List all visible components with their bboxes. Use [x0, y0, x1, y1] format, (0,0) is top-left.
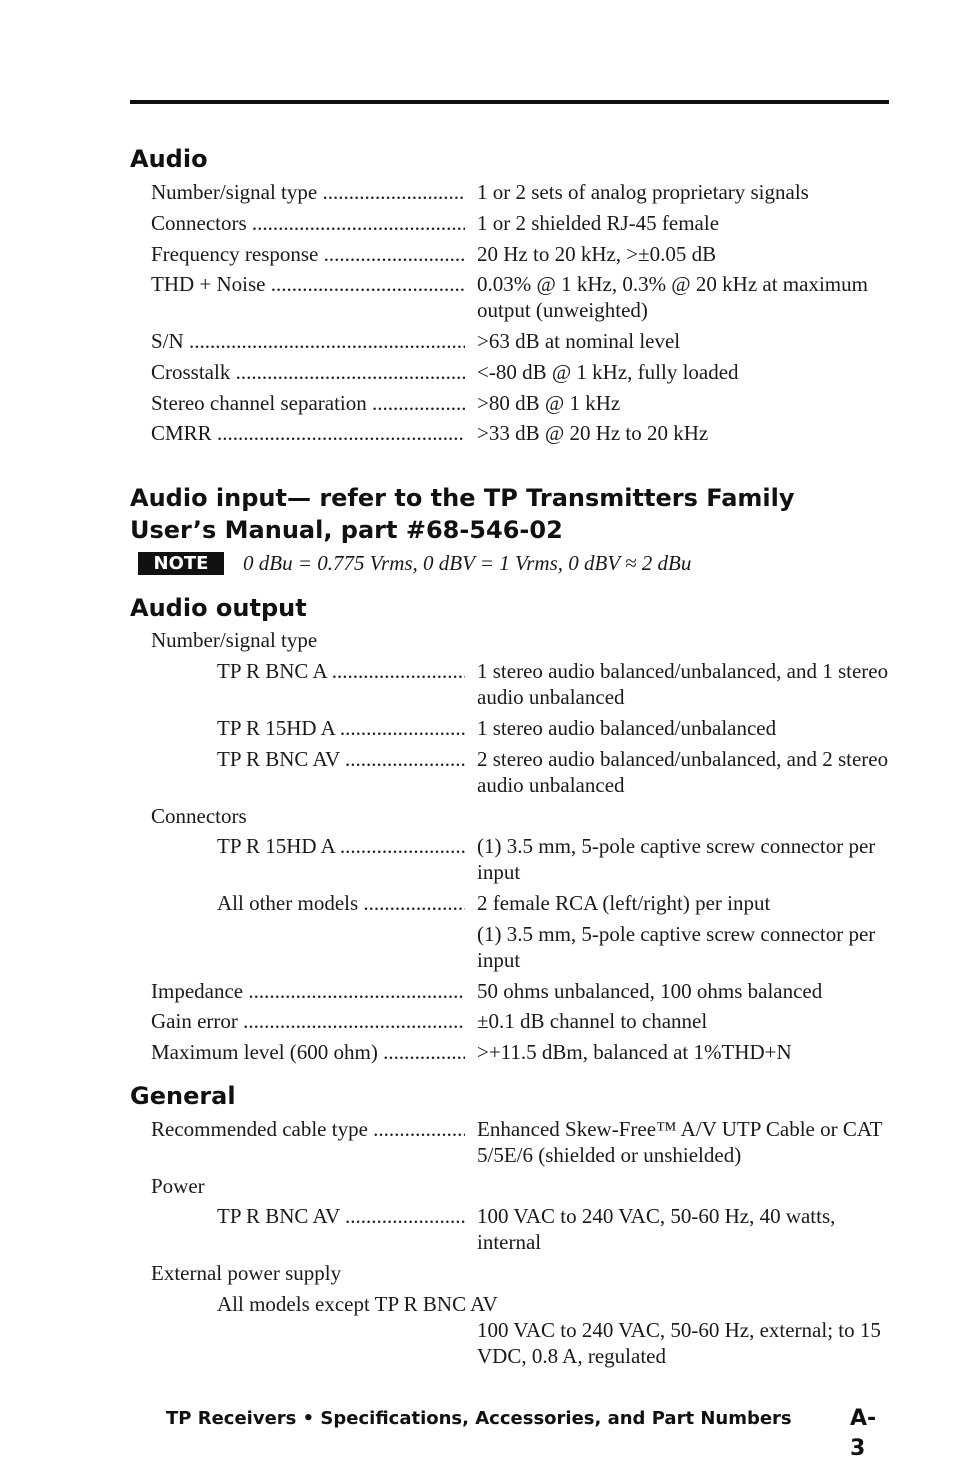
- spec-label: CMRR .....: [151, 420, 465, 446]
- spec-label: TP R BNC AV .....: [217, 746, 465, 772]
- spec-label: Connectors .....: [151, 210, 465, 236]
- spec-value: >80 dB @ 1 kHz: [477, 391, 621, 415]
- spec-label: Stereo channel separation .....: [151, 390, 465, 416]
- spec-value: 1 stereo audio balanced/unbalanced: [477, 716, 777, 740]
- spec-label: Number/signal type: [151, 628, 318, 652]
- note-badge: NOTE: [138, 552, 224, 575]
- spec-label: Crosstalk .....: [151, 359, 465, 385]
- spec-label: Maximum level (600 ohm) .....: [151, 1039, 465, 1065]
- footer-title: TP Receivers • Specifications, Accessories, and Part Numbers: [166, 1408, 792, 1429]
- spec-value: 100 VAC to 240 VAC, 50-60 Hz, external; to 15 VDC, 0.8 A, regulated: [477, 1318, 881, 1368]
- section-title-audio-output: Audio output: [130, 594, 307, 622]
- spec-value: 1 or 2 shielded RJ-45 female: [477, 211, 720, 235]
- spec-label: Gain error .....: [151, 1008, 465, 1034]
- spec-value: (1) 3.5 mm, 5-pole captive screw connector per input: [477, 922, 876, 972]
- spec-label: Power: [151, 1174, 205, 1198]
- spec-value: 100 VAC to 240 VAC, 50-60 Hz, 40 watts, internal: [477, 1204, 836, 1254]
- section-title-general: General: [130, 1082, 236, 1110]
- spec-label: All models except TP R BNC AV: [217, 1292, 498, 1316]
- spec-label: TP R BNC AV .....: [217, 1203, 465, 1229]
- spec-label: Recommended cable type .....: [151, 1116, 465, 1142]
- spec-label: THD + Noise .....: [151, 271, 465, 297]
- spec-label: All other models .....: [217, 890, 465, 916]
- spec-label: S/N .....: [151, 328, 465, 354]
- spec-value: >33 dB @ 20 Hz to 20 kHz: [477, 421, 709, 445]
- spec-value: 50 ohms unbalanced, 100 ohms balanced: [477, 979, 823, 1003]
- spec-label: TP R 15HD A .....: [217, 833, 465, 859]
- spec-value: <-80 dB @ 1 kHz, fully loaded: [477, 360, 739, 384]
- spec-label: External power supply: [151, 1261, 342, 1285]
- spec-label: TP R 15HD A .....: [217, 715, 465, 741]
- spec-value: 2 stereo audio balanced/unbalanced, and 2 stereo audio unbalanced: [477, 747, 889, 797]
- note-text: 0 dBu = 0.775 Vrms, 0 dBV = 1 Vrms, 0 dBV ≈ 2 dBu: [243, 551, 692, 575]
- spec-label: Connectors: [151, 804, 247, 828]
- spec-value: 0.03% @ 1 kHz, 0.3% @ 20 kHz at maximum output (unweighted): [477, 272, 868, 322]
- spec-value: Enhanced Skew-Free™ A/V UTP Cable or CAT 5/5E/6 (shielded or unshielded): [477, 1117, 883, 1167]
- spec-value: (1) 3.5 mm, 5-pole captive screw connector per input: [477, 834, 876, 884]
- spec-label: TP R BNC A .....: [217, 658, 465, 684]
- spec-value: ±0.1 dB channel to channel: [477, 1009, 708, 1033]
- spec-value: >63 dB at nominal level: [477, 329, 681, 353]
- spec-label: Frequency response .....: [151, 241, 465, 267]
- spec-value: 1 or 2 sets of analog proprietary signals: [477, 180, 809, 204]
- spec-label: Number/signal type .....: [151, 179, 465, 205]
- spec-value: >+11.5 dBm, balanced at 1%THD+N: [477, 1040, 792, 1064]
- section-title-audio-input-line2: User’s Manual, part #68-546-02: [130, 516, 563, 544]
- section-title-audio-input: Audio input— refer to the TP Transmitters Family: [130, 484, 795, 512]
- spec-value: 1 stereo audio balanced/unbalanced, and 1 stereo audio unbalanced: [477, 659, 889, 709]
- spec-value: 2 female RCA (left/right) per input: [477, 891, 771, 915]
- spec-value: 20 Hz to 20 kHz, >±0.05 dB: [477, 242, 717, 266]
- spec-label: Impedance .....: [151, 978, 465, 1004]
- header-rule: [130, 100, 889, 104]
- section-title-audio: Audio: [130, 145, 208, 173]
- page-number: A-3: [850, 1406, 877, 1461]
